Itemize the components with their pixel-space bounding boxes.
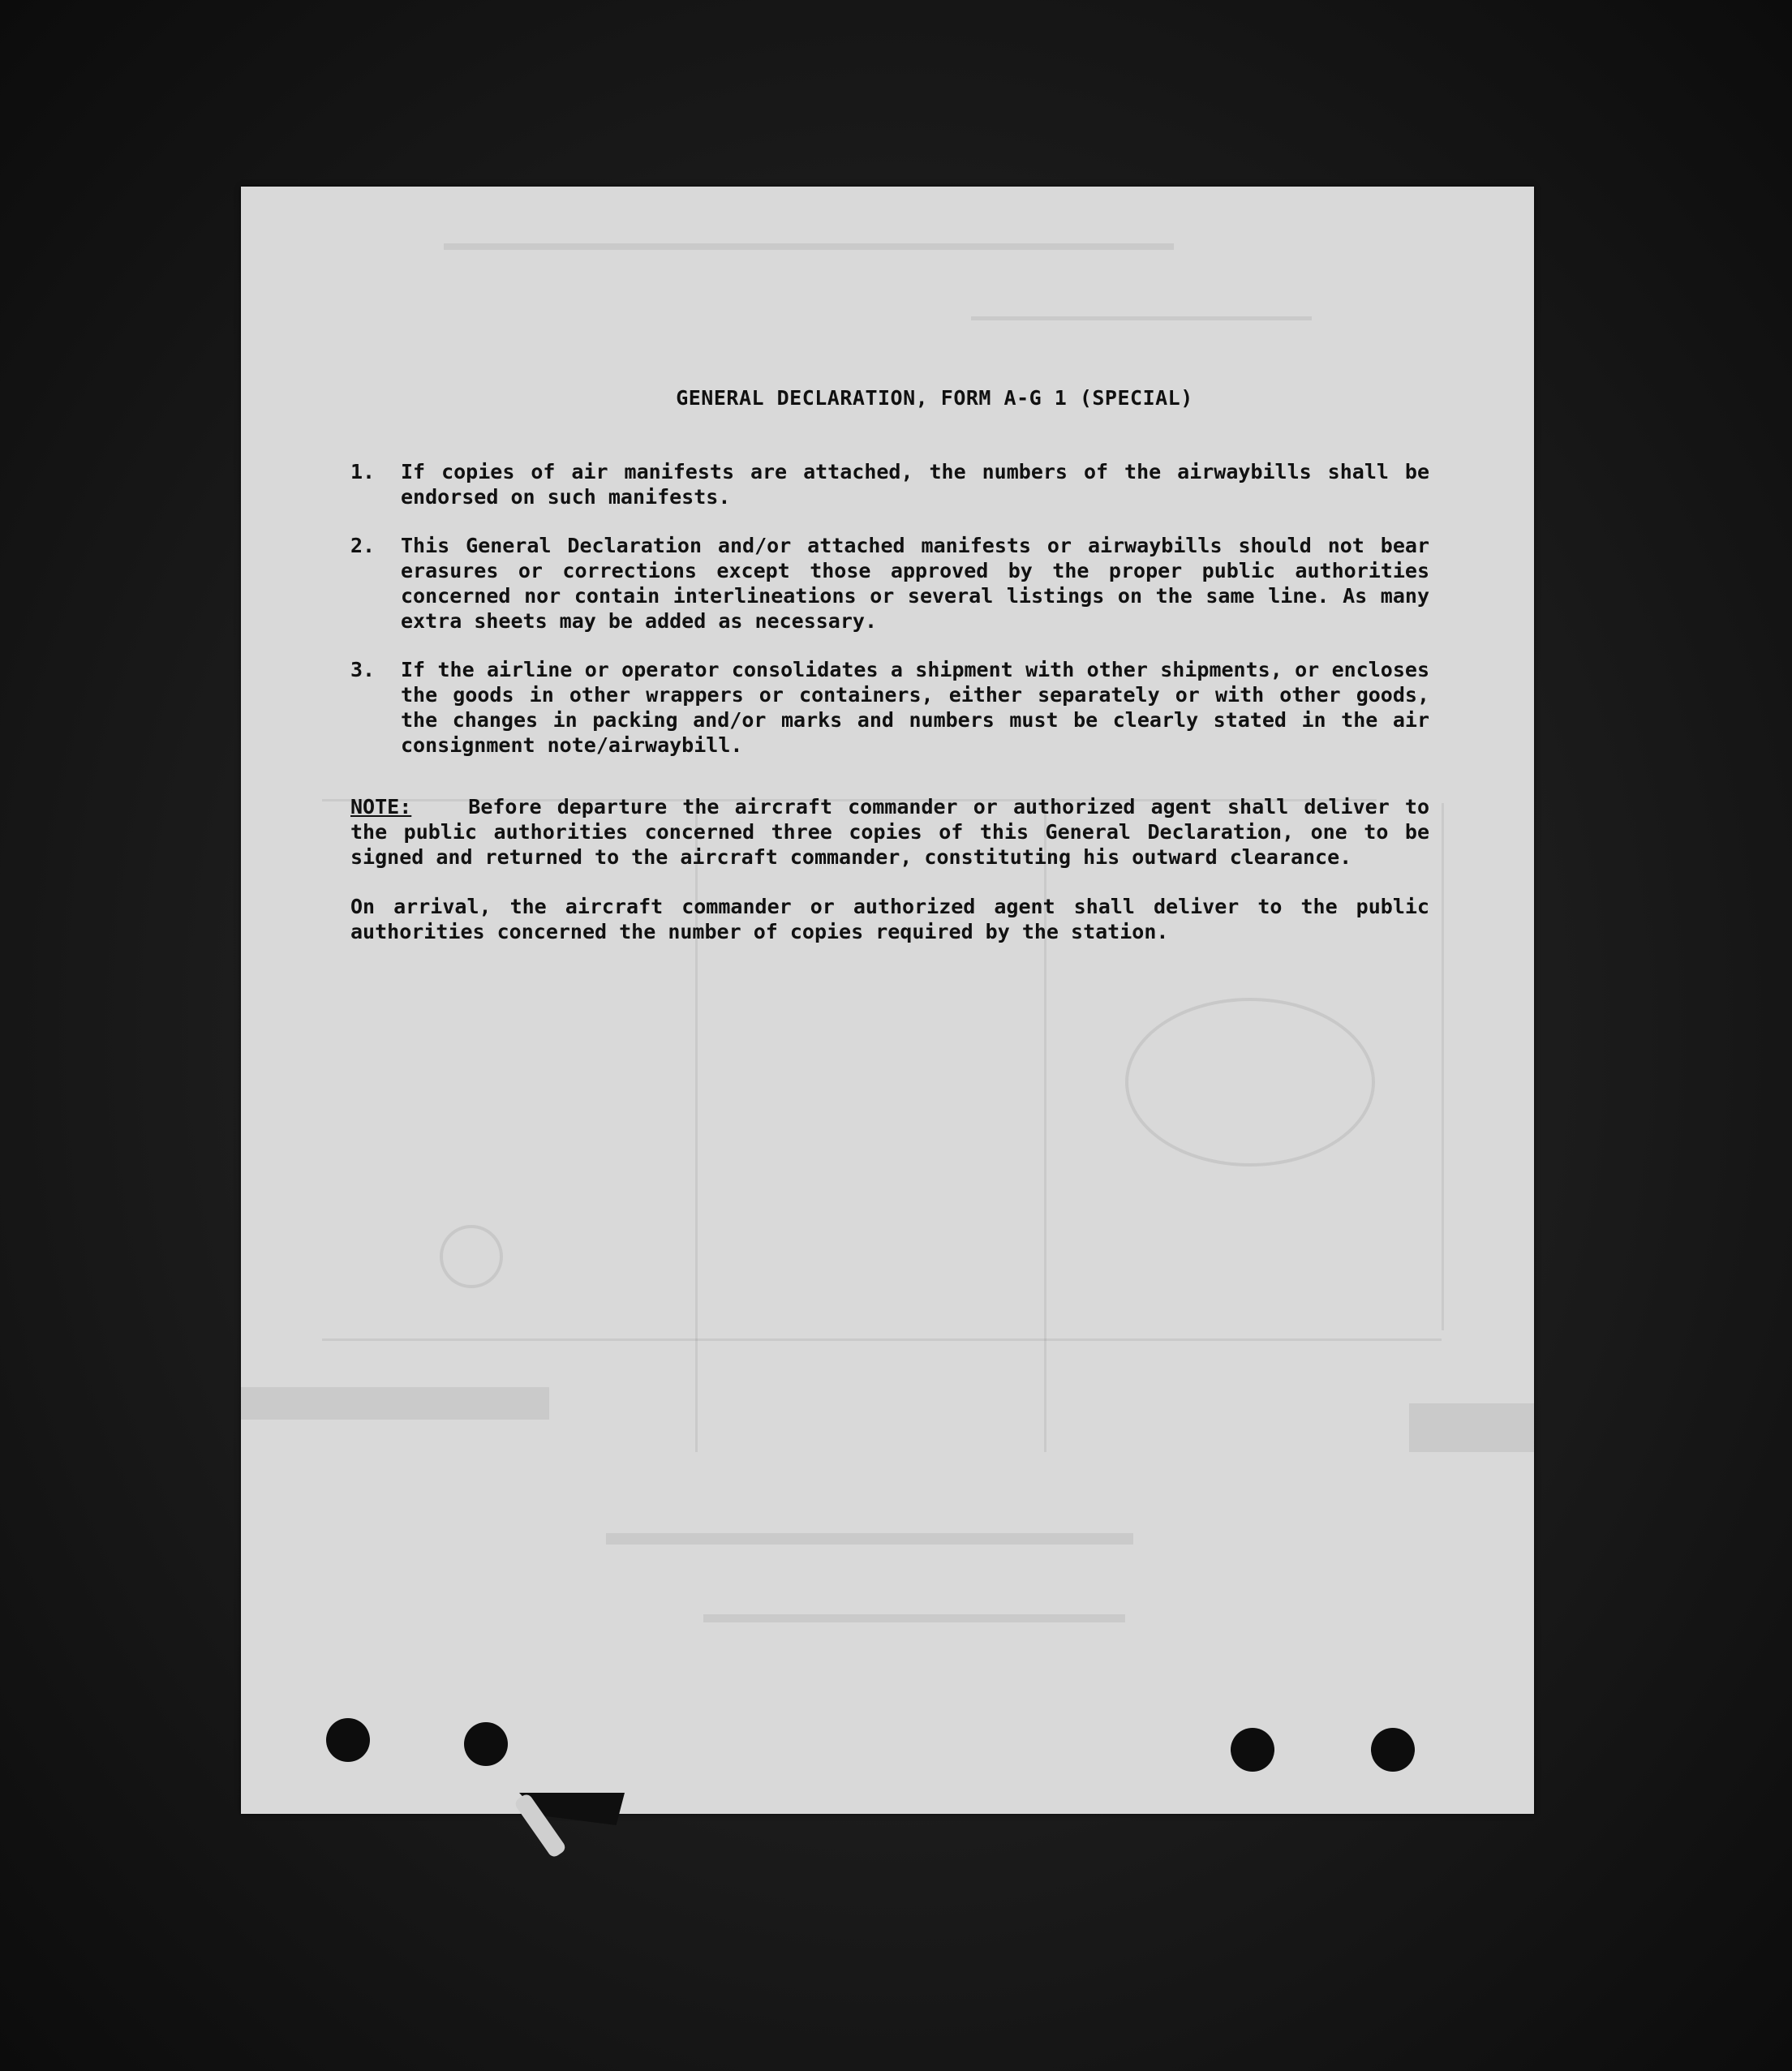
punch-hole [326,1718,370,1762]
punch-hole [1231,1728,1274,1772]
item-text: If copies of air manifests are attached, the numbers of the airwaybills shall be endorsed on such manifests. [401,460,1429,509]
bleed-through-line [241,1387,549,1420]
item-number: 2. [350,534,376,557]
bleed-through-line [444,243,1174,250]
bleed-through-line [703,1614,1125,1622]
bleed-through-stamp [440,1225,503,1288]
note-text: Before departure the aircraft commander or authorized agent shall deliver to the public authorities concerned three copies of this General Declaration, one to be signed and returned to the aircraft commander, constituting his outward clearance. [350,795,1429,869]
bleed-through-line [322,1338,1442,1341]
list-item [350,459,1429,509]
item-text: This General Declaration and/or attached manifests or airwaybills should not bear erasures or corrections except those approved by the proper public authorities concerned nor contain interlineations or several listings on the same line. As many extra sheets may be added as necessary. [401,534,1429,633]
bleed-through-line [1409,1403,1534,1452]
document-page [241,187,1534,1814]
list-item [350,657,1429,758]
bleed-through-line [971,316,1312,320]
document-body [350,385,1429,944]
document-title: GENERAL DECLARATION, FORM A-G 1 (SPECIAL) [676,386,1193,410]
punch-hole [1371,1728,1415,1772]
item-number: 1. [350,460,376,483]
note-paragraph [350,794,1429,870]
arrival-paragraph: On arrival, the aircraft commander or authorized agent shall deliver to the public authorities concerned the number of copies required by the station. [350,895,1429,943]
bleed-through-line [1442,803,1444,1330]
item-text: If the airline or operator consolidates a shipment with other shipments, or encloses the goods in other wrappers or containers, either separately or with other goods, the changes in packing and/or marks and numbers must be clearly stated in the air consignment note/airwaybill. [401,658,1429,757]
punch-hole [464,1722,508,1766]
list-item [350,533,1429,634]
item-number: 3. [350,658,376,681]
bleed-through-stamp [1125,998,1375,1167]
note-label: NOTE: [350,795,412,819]
bleed-through-line [606,1533,1133,1545]
